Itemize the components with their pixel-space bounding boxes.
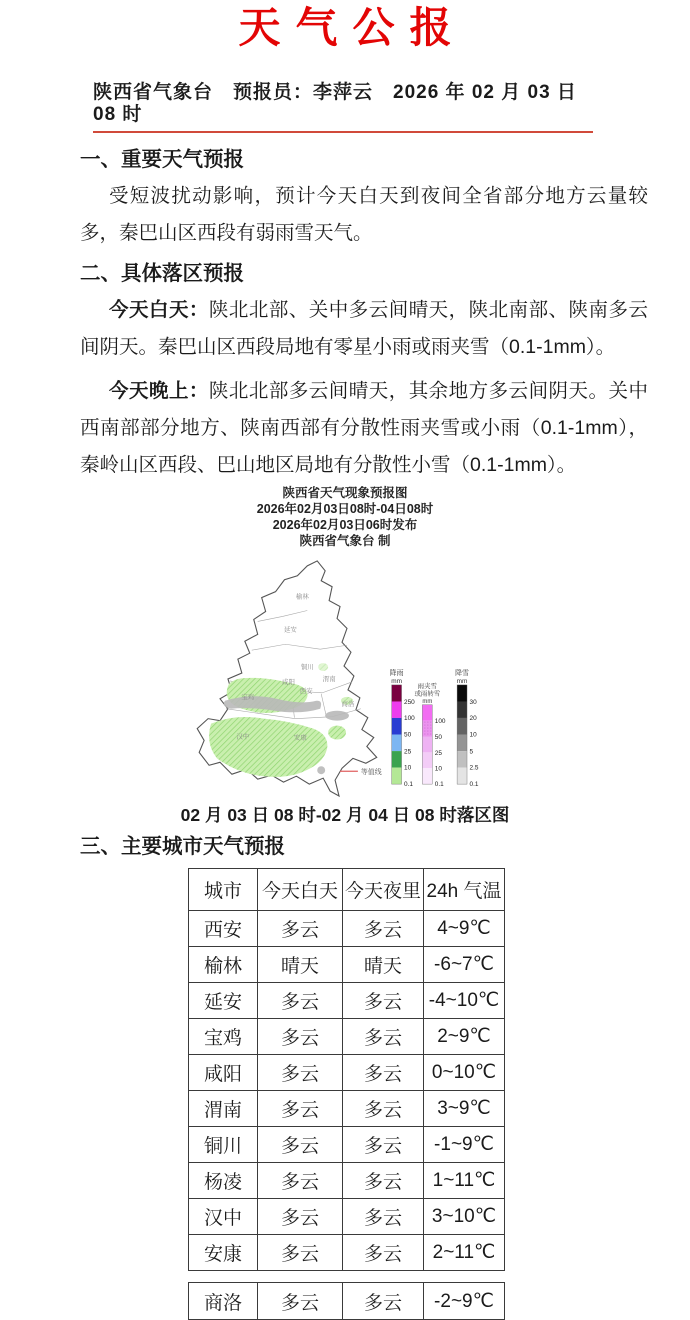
contour-legend [340,767,382,776]
paragraph-text: 陕北北部、关中多云间晴天，陕北南部、陕南多云间阴天。秦巴山区西段局地有零星小雨或雨夹雪（0.1-1mm）。 [80,299,648,358]
rain-tick: 100 [404,715,415,723]
cell-night: 多云 [343,1055,424,1091]
rain-legend-bar [390,668,416,788]
snow-tick: 10 [469,731,477,739]
paragraph-text: 陕北北部多云间晴天，其余地方多云间阴天。关中西南部部分地方、陕南西部有分散性雨夹雪或小雨（0.1-1mm），秦岭山区西段、巴山地区局地有分散性小雪（0.1-1mm）。 [80,380,648,476]
map-city-xianyang: 咸阳 [282,678,295,686]
cell-night: 多云 [343,1199,424,1235]
cell-daytime: 多云 [258,1127,343,1163]
sleet-legend-label2: 或雨转雪 [414,690,441,698]
snow-legend-unit: mm [456,677,468,685]
header-temperature: 24h 气温 [424,869,505,911]
cell-temperature: 2~9℃ [424,1019,505,1055]
cell-daytime: 多云 [258,983,343,1019]
paragraph-night-forecast [80,373,648,484]
snow-tick: 20 [469,715,477,723]
table-row [189,1235,505,1271]
cell-temperature: -1~9℃ [424,1127,505,1163]
header-night: 今天夜里 [343,869,424,911]
cell-temperature: 3~10℃ [424,1199,505,1235]
sleet-legend-label1: 雨夹雪 [417,682,438,690]
shaanxi-forecast-map [190,551,500,799]
table-row [189,1199,505,1235]
paragraph-important-forecast [80,178,648,252]
table-row [189,1283,505,1320]
cell-temperature: -6~7℃ [424,947,505,983]
cell-daytime: 多云 [258,1199,343,1235]
table-row [189,1091,505,1127]
cell-temperature: -2~9℃ [424,1283,505,1320]
table-row [189,947,505,983]
rain-tick: 25 [404,748,412,756]
map-producer: 陕西省气象台 制 [299,534,391,548]
map-city-yanan: 延安 [283,626,297,634]
map-issue-time: 2026年02月03日06时发布 [272,518,418,532]
rain-legend-label: 降雨 [389,670,404,677]
paragraph-daytime-forecast [80,292,648,366]
cell-city: 汉中 [189,1199,258,1235]
cell-city: 榆林 [189,947,258,983]
rain-tick: 50 [404,731,412,739]
cell-city: 安康 [189,1235,258,1271]
cell-night: 多云 [343,911,424,947]
header-daytime: 今天白天 [258,869,343,911]
cell-temperature: 1~11℃ [424,1163,505,1199]
snow-legend-label: 降雪 [455,670,469,677]
map-city-baoji: 宝鸡 [241,693,255,701]
forecast-map-block [0,485,690,799]
cell-night: 晴天 [343,947,424,983]
map-valid-period: 2026年02月03日08时-04日08时 [256,502,434,516]
cell-night: 多云 [343,1019,424,1055]
cell-temperature: 4~9℃ [424,911,505,947]
snow-tick: 30 [469,698,477,706]
map-city-weinan: 渭南 [322,675,336,683]
rain-legend-unit: mm [391,677,402,685]
section-heading-important-forecast: 一、重要天气预报 [80,148,244,171]
sleet-tick: 10 [434,765,442,773]
city-forecast-table [188,868,505,1271]
table-row [189,911,505,947]
cell-city: 渭南 [189,1091,258,1127]
cell-daytime: 多云 [258,1163,343,1199]
cell-city: 铜川 [189,1127,258,1163]
sleet-tick: 0.1 [434,781,444,789]
cell-night: 多云 [343,1091,424,1127]
map-city-xian: 西安 [299,687,313,695]
paragraph-lead: 今天白天： [109,299,209,321]
cell-daytime: 多云 [258,1019,343,1055]
snow-tick: 2.5 [469,764,479,772]
map-city-shangluo: 商洛 [341,700,355,708]
sleet-legend-bar [414,681,445,788]
rain-tick: 10 [404,764,412,772]
sleet-tick: 50 [434,733,442,741]
cell-city: 商洛 [189,1283,258,1320]
cell-temperature: 3~9℃ [424,1091,505,1127]
cell-night: 多云 [343,1127,424,1163]
cell-daytime: 多云 [258,1283,343,1320]
table-header-row [189,869,505,911]
map-city-hanzhong: 汉中 [236,733,250,741]
rain-tick: 0.1 [404,781,413,789]
map-city-yulin: 榆林 [295,593,309,601]
sleet-legend-unit: mm [422,698,433,705]
cell-city: 西安 [189,911,258,947]
table-row [189,1127,505,1163]
cell-night: 多云 [343,1235,424,1271]
city-forecast-table-detached [188,1282,505,1320]
map-caption: 02 月 03 日 08 时-02 月 04 日 08 时落区图 [180,805,510,825]
cell-temperature: 2~11℃ [424,1235,505,1271]
table-row [189,1019,505,1055]
cell-temperature: -4~10℃ [424,983,505,1019]
byline-issuer-datetime: 陕西省气象台 预报员：李萍云 2026 年 02 月 03 日 08 时 [93,82,593,133]
paragraph-text: 受短波扰动影响，预计今天白天到夜间全省部分地方云量较多，秦巴山区西段有弱雨雪天气。 [80,185,648,244]
table-row [189,983,505,1019]
sleet-tick: 25 [434,749,442,757]
table-row [189,1055,505,1091]
cell-temperature: 0~10℃ [424,1055,505,1091]
sleet-tick: 100 [434,718,446,726]
cell-night: 多云 [343,1163,424,1199]
map-city-tongchuan: 铜川 [300,664,314,672]
map-city-ankang: 安康 [293,734,307,742]
cell-daytime: 多云 [258,1235,343,1271]
cell-daytime: 多云 [258,911,343,947]
cell-city: 咸阳 [189,1055,258,1091]
contour-legend-label: 等值线 [360,769,382,777]
table-row [189,1163,505,1199]
rain-tick: 250 [404,698,415,706]
paragraph-lead: 今天晚上： [109,380,209,402]
cell-daytime: 多云 [258,1091,343,1127]
cell-night: 多云 [343,1283,424,1320]
page-title: 天气公报 [238,4,467,51]
map-title: 陕西省天气现象预报图 [282,486,408,500]
cell-city: 延安 [189,983,258,1019]
snow-tick: 5 [469,748,474,756]
section-heading-specific-areas: 二、具体落区预报 [80,262,244,285]
snow-legend-bar [455,668,479,788]
section-heading-city-forecast: 三、主要城市天气预报 [80,835,285,858]
cell-city: 宝鸡 [189,1019,258,1055]
cell-daytime: 多云 [258,1055,343,1091]
snow-tick: 0.1 [469,781,479,789]
header-city: 城市 [189,869,258,911]
cell-daytime: 晴天 [258,947,343,983]
cell-city: 杨凌 [189,1163,258,1199]
cell-night: 多云 [343,983,424,1019]
